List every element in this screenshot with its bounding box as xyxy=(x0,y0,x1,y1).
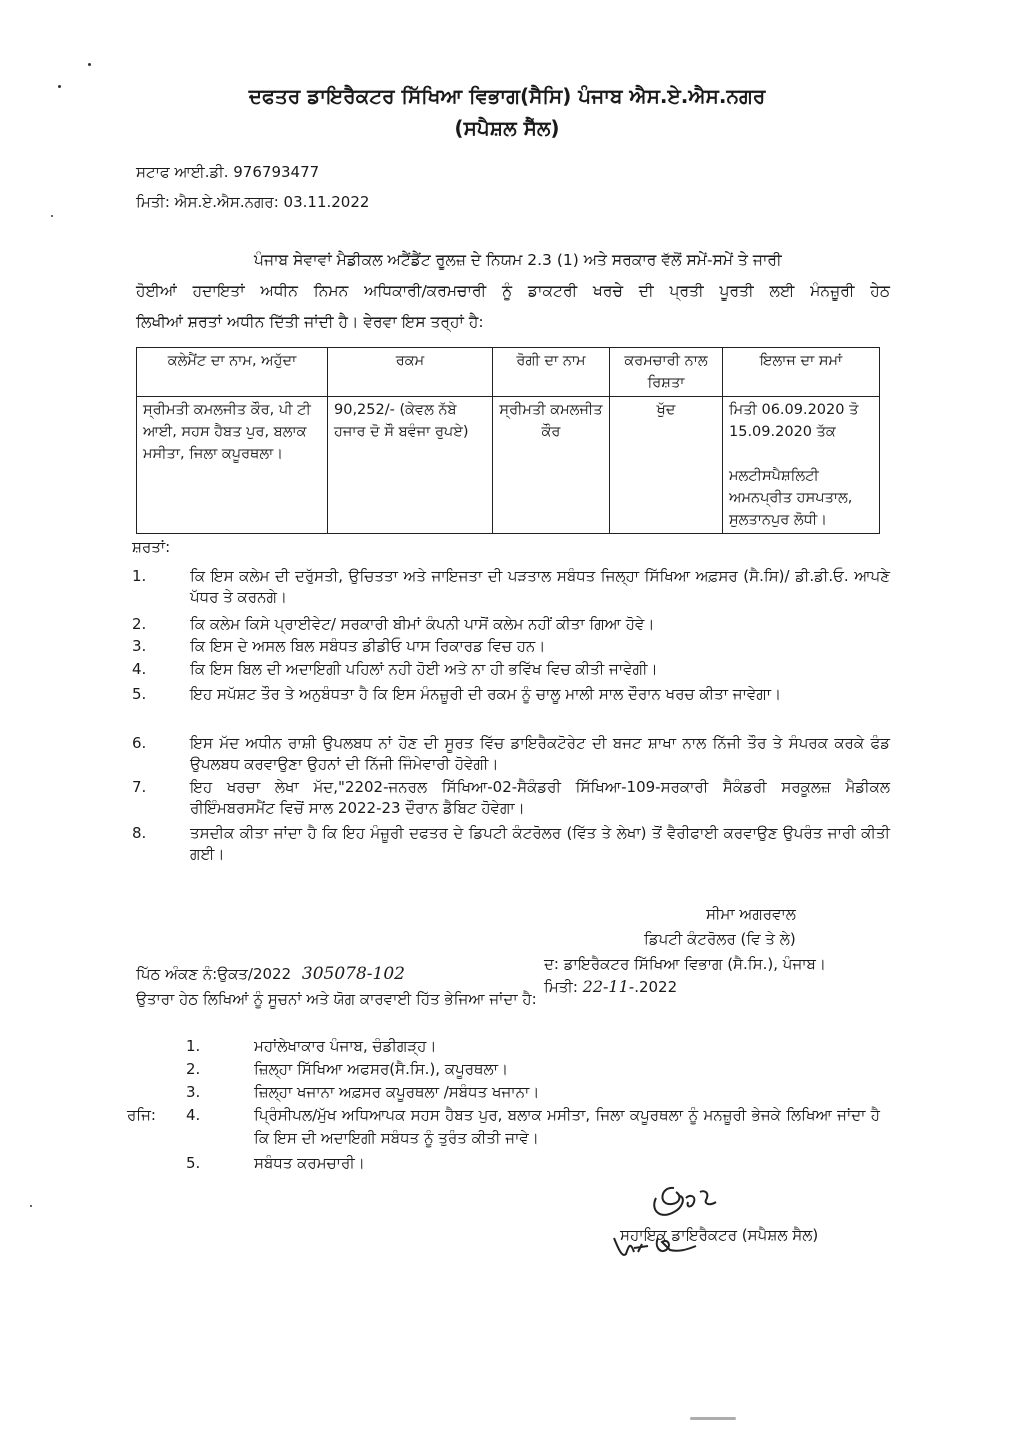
copy-recipient: ਮਹਾਂਲੇਖਾਕਾਰ ਪੰਜਾਬ, ਚੰਡੀਗੜ੍ਹ। xyxy=(254,1037,437,1055)
date-label: ਮਿਤੀ: xyxy=(544,978,578,996)
treatment-period: ਮਿਤੀ 06.09.2020 ਤੋ 15.09.2020 ਤੱਕ xyxy=(729,402,859,440)
scan-speck xyxy=(51,215,53,217)
intro-line-1: ਪੰਜਾਬ ਸੇਵਾਵਾਂ ਮੈਡੀਕਲ ਅਟੈਂਡੈਂਟ ਰੂਲਜ਼ ਦੇ ਨਿਯਮ 2.3 (1) ਅਤੇ ਸਰਕਾਰ ਵੱਲੋਂ ਸਮੇਂ-ਸਮੇਂ ਤੇ ਜਾਰੀ xyxy=(254,251,782,269)
cell-amount: 90,252/- (ਕੇਵਲ ਨੱਬੇ ਹਜਾਰ ਦੋ ਸੌ ਬਵੰਜਾ ਰੁਪਏ) xyxy=(328,397,493,534)
copy-number: 5. xyxy=(186,1154,201,1172)
scan-speck xyxy=(88,63,91,66)
condition-number: 7. xyxy=(132,778,147,796)
condition-number: 8. xyxy=(132,824,147,842)
signatory-office: ਦ: ਡਾਇਰੈਕਟਰ ਸਿੱਖਿਆ ਵਿਭਾਗ (ਸੈ.ਸਿ.), ਪੰਜਾਬ। xyxy=(544,955,827,973)
copy-recipient: ਸਬੰਧਤ ਕਰਮਚਾਰੀ। xyxy=(254,1154,365,1172)
staff-id: ਸਟਾਫ ਆਈ.ਡੀ. 976793477 xyxy=(136,163,320,181)
condition-text: ਇਹ ਖਰਚਾ ਲੇਖਾ ਮੱਦ,"2202-ਜਨਰਲ ਸਿੱਖਿਆ-02-ਸੈਕੰਡਰੀ ਸਿੱਖਿਆ-109-ਸਰਕਾਰੀ ਸੈਕੰਡਰੀ ਸਰਕੂਲਜ਼ ਮੈਡੀਕਲ ਰੀਇੰਮਬਰਸਮੈਂਟ ਵਿਚੋਂ ਸਾਲ 2022-23 ਦੌਰਾਨ ਡੈਬਿਟ ਹੋਵੇਗਾ। xyxy=(190,778,890,817)
cell-relation: ਖੁੱਦ xyxy=(610,397,723,534)
scan-smudge xyxy=(690,1417,736,1420)
intro-line-3: ਲਿਖੀਆਂ ਸ਼ਰਤਾਂ ਅਧੀਨ ਦਿੱਤੀ ਜਾਂਦੀ ਹੈ। ਵੇਰਵਾ ਇਸ ਤਰ੍ਹਾਂ ਹੈ: xyxy=(136,313,484,331)
condition-text: ਕਿ ਇਸ ਦੇ ਅਸਲ ਬਿਲ ਸਬੰਧਤ ਡੀਡੀਓ ਪਾਸ ਰਿਕਾਰਡ ਵਿਚ ਹਨ। xyxy=(190,637,546,655)
header-relation: ਕਰਮਚਾਰੀ ਨਾਲ ਰਿਸ਼ਤਾ xyxy=(610,348,723,397)
header-treatment-period: ਇਲਾਜ ਦਾ ਸਮਾਂ xyxy=(723,348,880,397)
office-subtitle: (ਸਪੈਸ਼ਲ ਸੈੱਲ) xyxy=(454,116,560,140)
assistant-director-designation: ਸਹਾਇਕ ਡਾਇਰੈਕਟਰ (ਸਪੈਸ਼ਲ ਸੈਲ) xyxy=(620,1226,819,1244)
handwritten-date: 22-11- xyxy=(582,977,635,996)
office-title: ਦਫਤਰ ਡਾਇਰੈਕਟਰ ਸਿੱਖਿਆ ਵਿਭਾਗ(ਸੈਸਿ) ਪੰਜਾਬ ਐਸ.ਏ.ਐਸ.ਨਗਰ xyxy=(248,84,766,108)
condition-number: 5. xyxy=(132,685,147,703)
signatory-designation: ਡਿਪਟੀ ਕੰਟਰੋਲਰ (ਵਿ ਤੇ ਲੇ) xyxy=(644,930,796,948)
endorsement-line: ਉਤਾਰਾ ਹੇਠ ਲਿਖਿਆਂ ਨੂੰ ਸੂਚਨਾਂ ਅਤੇ ਯੋਗ ਕਾਰਵਾਈ ਹਿੱਤ ਭੇਜਿਆ ਜਾਂਦਾ ਹੈ: xyxy=(136,990,537,1008)
condition-text: ਕਿ ਕਲੇਮ ਕਿਸੇ ਪ੍ਰਾਈਵੇਟ/ ਸਰਕਾਰੀ ਬੀਮਾਂ ਕੰਪਨੀ ਪਾਸੋਂ ਕਲੇਮ ਨਹੀਂ ਕੀਤਾ ਗਿਆ ਹੋਵੇ। xyxy=(190,615,655,633)
table-row xyxy=(137,397,880,534)
header-claimant: ਕਲੇਮੈਂਟ ਦਾ ਨਾਮ, ਅਹੁੱਦਾ xyxy=(137,348,328,397)
cell-claimant: ਸ੍ਰੀਮਤੀ ਕਮਲਜੀਤ ਕੌਰ, ਪੀ ਟੀ ਆਈ, ਸਹਸ ਹੈਬਤ ਪੁਰ, ਬਲਾਕ ਮਸੀਤਾ, ਜਿਲਾ ਕਪੂਰਥਲਾ। xyxy=(137,397,328,534)
header-amount: ਰਕਮ xyxy=(328,348,493,397)
copy-number: 2. xyxy=(186,1060,201,1078)
conditions-heading: ਸ਼ਰਤਾਂ: xyxy=(132,538,171,556)
condition-number: 3. xyxy=(132,637,147,655)
condition-text: ਇਹ ਸਪੱਸ਼ਟ ਤੌਰ ਤੇ ਅਨੁਬੰਧਤਾ ਹੈ ਕਿ ਇਸ ਮੰਨਜ਼ੂਰੀ ਦੀ ਰਕਮ ਨੂੰ ਚਾਲੂ ਮਾਲੀ ਸਾਲ ਦੌਰਾਨ ਖਰਚ ਕੀਤਾ ਜਾਵੇਗਾ। xyxy=(190,685,782,703)
scan-speck xyxy=(30,1205,32,1207)
condition-number: 2. xyxy=(132,615,147,633)
endorsement-number xyxy=(136,962,405,987)
condition-number: 4. xyxy=(132,660,147,678)
copy-number: 1. xyxy=(186,1037,201,1055)
copy-recipient: ਜ਼ਿਲ੍ਹਾ ਖਜਾਨਾ ਅਫ਼ਸਰ ਕਪੂਰਥਲਾ /ਸਬੰਧਤ ਖਜਾਨਾ। xyxy=(254,1083,540,1101)
hospital-name: ਮਲਟੀਸਪੈਸ਼ਲਿਟੀ ਅਮਨਪ੍ਰੀਤ ਹਸਪਤਾਲ, ਸੁਲਤਾਨਪੁਰ ਲੋਧੀ। xyxy=(729,468,853,528)
signatory-name: ਸੀਮਾ ਅਗਰਵਾਲ xyxy=(706,905,796,923)
condition-number: 6. xyxy=(132,734,147,752)
condition-text: ਤਸਦੀਕ ਕੀਤਾ ਜਾਂਦਾ ਹੈ ਕਿ ਇਹ ਮੰਜ਼ੂਰੀ ਦਫਤਰ ਦੇ ਡਿਪਟੀ ਕੰਟਰੋਲਰ (ਵਿੱਤ ਤੇ ਲੇਖਾ) ਤੋਂ ਵੈਰੀਫਾਈ ਕਰਵਾਉਣ ਉਪਰੰਤ ਜਾਰੀ ਕੀਤੀ ਗਈ। xyxy=(190,824,890,863)
condition-text: ਇਸ ਮੱਦ ਅਧੀਨ ਰਾਸ਼ੀ ਉਪਲਬਧ ਨਾਂ ਹੋਣ ਦੀ ਸੂਰਤ ਵਿੱਚ ਡਾਇਰੈਕਟੋਰੇਟ ਦੀ ਬਜਟ ਸ਼ਾਖਾ ਨਾਲ ਨਿੱਜੀ ਤੌਰ ਤੇ ਸੰਪਰਕ ਕਰਕੇ ਫੰਡ ਉਪਲਬਧ ਕਰਵਾਉਣਾ ਉਹਨਾਂ ਦੀ ਨਿੱਜੀ ਜਿੰਮੇਵਾਰੀ ਹੋਵੇਗੀ। xyxy=(190,734,890,773)
copy-number: 4. xyxy=(186,1106,201,1124)
endorsement-prefix: ਪਿੱਠ ਅੰਕਣ ਨੰ:ਉਕਤ/2022 xyxy=(136,965,292,983)
issue-date: ਮਿਤੀ: ਐਸ.ਏ.ਐਸ.ਨਗਰ: 03.11.2022 xyxy=(136,193,370,211)
condition-text: ਕਿ ਇਸ ਬਿਲ ਦੀ ਅਦਾਇਗੀ ਪਹਿਲਾਂ ਨਹੀ ਹੋਈ ਅਤੇ ਨਾ ਹੀ ਭਵਿੱਖ ਵਿਚ ਕੀਤੀ ਜਾਵੇਗੀ। xyxy=(190,660,658,678)
handwritten-endorsement-number: 305078-102 xyxy=(301,964,405,984)
cell-treatment xyxy=(723,397,880,534)
date-year: .2022 xyxy=(634,978,678,996)
table-header-row xyxy=(137,348,880,397)
copy-recipient: ਜ਼ਿਲ੍ਹਾ ਸਿੱਖਿਆ ਅਫਸਰ(ਸੈ.ਸਿ.), ਕਪੂਰਥਲਾ। xyxy=(254,1060,509,1078)
copy-recipient: ਪ੍ਰਿੰਸੀਪਲ/ਮੁੱਖ ਅਧਿਆਪਕ ਸਹਸ ਹੈਬਤ ਪੁਰ, ਬਲਾਕ ਮਸੀਤਾ, ਜਿਲਾ ਕਪੂਰਥਲਾ ਨੂੰ ਮਨਜ਼ੂਰੀ ਭੇਜਕੇ ਲਿਖਿਆ ਜਾਂਦਾ ਹੈ ਕਿ ਇਸ ਦੀ ਅਦਾਇਗੀ ਸਬੰਧਤ ਨੂੰ ਤੁਰੰਤ ਕੀਤੀ ਜਾਵੇ। xyxy=(254,1106,880,1147)
signatory-date xyxy=(544,974,677,1000)
condition-text: ਕਿ ਇਸ ਕਲੇਮ ਦੀ ਦਰੁੱਸਤੀ, ਉਚਿਤਤਾ ਅਤੇ ਜਾਇਜਤਾ ਦੀ ਪੜਤਾਲ ਸਬੰਧਤ ਜਿਲ੍ਹਾ ਸਿੱਖਿਆ ਅਫ਼ਸਰ (ਸੈ.ਸਿ)/ ਡੀ.ਡੀ.ਓ. ਆਪਣੇ ਪੱਧਰ ਤੇ ਕਰਨਗੇ। xyxy=(190,567,890,606)
cell-patient: ਸ੍ਰੀਮਤੀ ਕਮਲਜੀਤ ਕੌਰ xyxy=(493,397,610,534)
condition-number: 1. xyxy=(132,567,147,585)
claim-table xyxy=(136,347,880,534)
intro-line-2: ਹੋਈਆਂ ਹਦਾਇਤਾਂ ਅਧੀਨ ਨਿਮਨ ਅਧਿਕਾਰੀ/ਕਰਮਚਾਰੀ ਨੂੰ ਡਾਕਟਰੀ ਖਰਚੇ ਦੀ ਪ੍ਰਤੀ ਪੂਰਤੀ ਲਈ ਮੰਨਜ਼ੂਰੀ ਹੇਠ xyxy=(136,282,890,300)
copy-number: 3. xyxy=(186,1083,201,1101)
registered-label: ਰਜਿ: xyxy=(127,1106,156,1124)
header-patient: ਰੋਗੀ ਦਾ ਨਾਮ xyxy=(493,348,610,397)
